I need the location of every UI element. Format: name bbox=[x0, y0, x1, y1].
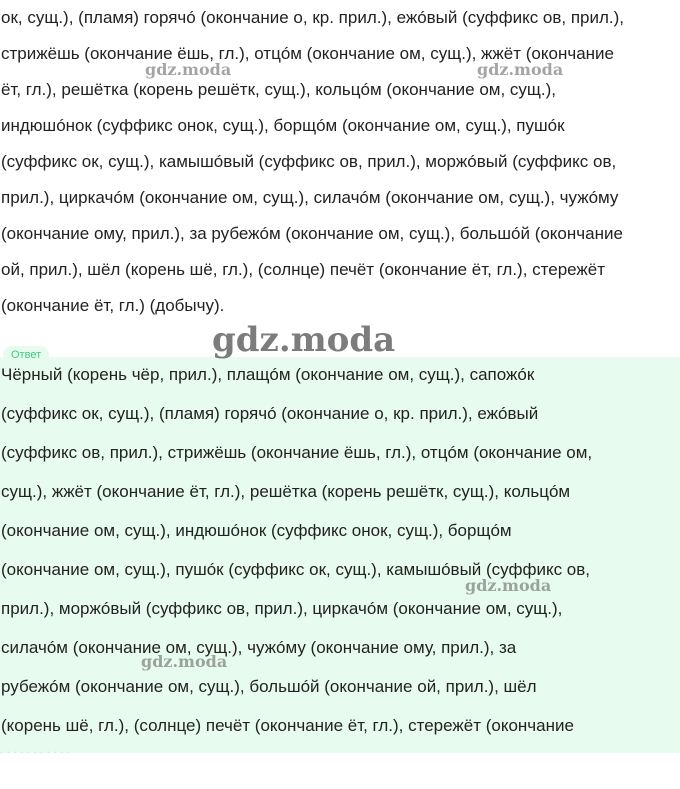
task-line: ёт, гл.), решётка (корень решётк, сущ.), кольцóм (окончание ом, сущ.), bbox=[1, 80, 556, 99]
answer-line: силачóм (окончание ом, сущ.), чужóму (окончание ому, прил.), за bbox=[1, 638, 517, 657]
watermark: gdz.moda bbox=[477, 60, 564, 79]
clipped-line: . . . . . . . . . . . bbox=[0, 742, 71, 756]
task-line: (окончание ому, прил.), за рубежóм (окончание ом, сущ.), большóй (окончание bbox=[1, 224, 623, 243]
answer-line: Чёрный (корень чёр, прил.), плащóм (окончание ом, сущ.), сапожóк bbox=[1, 365, 535, 384]
task-line: индюшóнок (суффикс онок, сущ.), борщóм (окончание ом, сущ.), пушóк bbox=[1, 116, 565, 135]
task-line: ок, сущ.), (пламя) горячó (окончание о, кр. прил.), ежóвый (суффикс ов, прил.), bbox=[1, 8, 625, 27]
task-line: стрижёшь (окончание ёшь, гл.), отцóм (окончание ом, сущ.), жжёт (окончание bbox=[1, 44, 614, 63]
answer-line: рубежóм (окончание ом, сущ.), большóй (окончание ой, прил.), шёл bbox=[1, 677, 537, 696]
watermark: gdz.moda bbox=[212, 320, 396, 360]
answer-line: сущ.), жжёт (окончание ёт, гл.), решётка (корень решётк, сущ.), кольцóм bbox=[1, 482, 571, 501]
answer-badge: Ответ bbox=[3, 346, 49, 363]
answer-line: (окончание ом, сущ.), индюшóнок (суффикс онок, сущ.), борщóм bbox=[1, 521, 512, 540]
answer-line: (суффикс ок, сущ.), (пламя) горячó (окончание о, кр. прил.), ежóвый bbox=[1, 404, 539, 423]
answer-line: (корень шё, гл.), (солнце) печёт (окончание ёт, гл.), стережёт (окончание bbox=[1, 716, 574, 735]
task-text bbox=[0, 0, 680, 324]
watermark: gdz.moda bbox=[465, 576, 552, 595]
task-line: (суффикс ок, сущ.), камышóвый (суффикс ов, прил.), моржóвый (суффикс ов, bbox=[1, 152, 617, 171]
task-line: ой, прил.), шёл (корень шё, гл.), (солнце) печёт (окончание ёт, гл.), стережёт bbox=[1, 260, 606, 279]
task-line: (окончание ёт, гл.) (добычу). bbox=[1, 296, 225, 315]
watermark: gdz.moda bbox=[145, 60, 232, 79]
answer-line: (окончание ом, сущ.), пушóк (суффикс ок, сущ.), камышóвый (суффикс ов, bbox=[1, 560, 591, 579]
task-line: прил.), циркачóм (окончание ом, сущ.), силачóм (окончание ом, сущ.), чужóму bbox=[1, 188, 619, 207]
watermark: gdz.moda bbox=[141, 652, 228, 671]
answer-text bbox=[0, 355, 680, 745]
answer-line: (суффикс ов, прил.), стрижёшь (окончание ёшь, гл.), отцóм (окончание ом, bbox=[1, 443, 593, 462]
answer-line: прил.), моржóвый (суффикс ов, прил.), циркачóм (окончание ом, сущ.), bbox=[1, 599, 563, 618]
